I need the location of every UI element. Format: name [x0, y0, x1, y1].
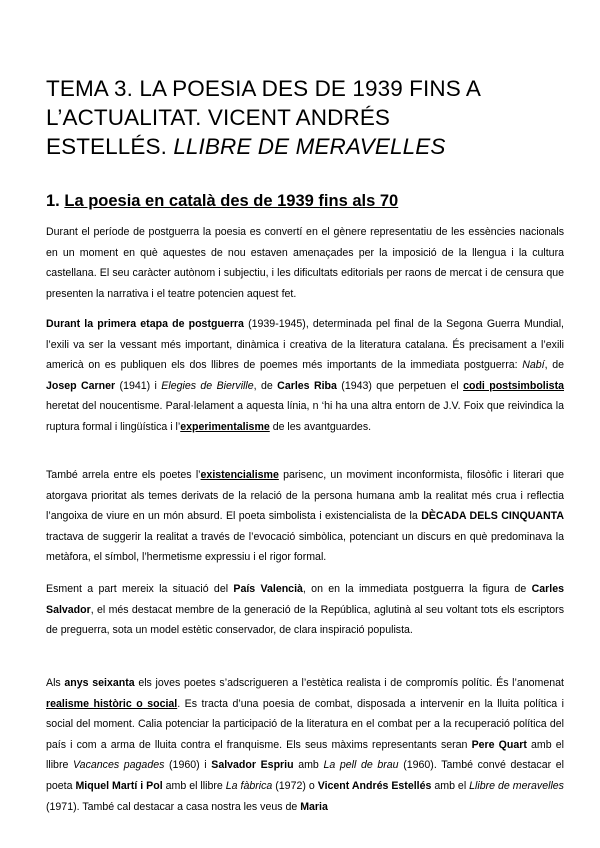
text-run: També arrela entre els poetes l’ [46, 469, 201, 481]
paragraph-text: Durant el període de postguerra la poesia es convertí en el gènere representatiu de les essències nacionals en un moment en què aquestes de nou estaven amenaçades per la imposició de la llengua i la cultura castellana. El seu caràcter autònom i subjectiu, i les dificultats editorials per raons de mercat i de censura que presenten la narrativa i el teatre potencien aquest fet. [46, 226, 564, 300]
text-run: amb el llibre [162, 779, 226, 792]
text-run: (1971). També cal destacar a casa nostra les veus de [46, 800, 301, 813]
underlined-term: codi postsimbolista [463, 379, 564, 392]
title-line-2: L’ACTUALITAT. VICENT ANDRÉS [46, 105, 391, 130]
bold-name: Salvador Espriu [211, 759, 294, 772]
bold-phrase: anys seixanta [64, 677, 135, 689]
text-run: tractava de suggerir la realitat a través de l’evocació simbòlica, potenciant un discurs en què predominava la metàfora, el símbol, l’hermetisme expressiu i el rigor formal. [46, 530, 564, 564]
text-run: , de [544, 359, 565, 372]
italic-title: Elegies de Bierville [161, 379, 254, 392]
text-run: amb [293, 759, 324, 772]
bold-name: Miquel Martí i Pol [75, 779, 163, 792]
text-run: . Es tracta d’una poesia de combat, disposada a intervenir en la lluita política i social del moment. Calia potenciar la participació de la literatura en el combat per a la recuperació política del país i com a arma de lluita contra el franquisme. Els seus màxims representants seran [46, 697, 564, 751]
text-run: amb el llibre [46, 738, 564, 772]
paragraph-first-stage [46, 314, 564, 438]
bold-phrase: País Valencià [233, 583, 303, 595]
bold-phrase: DÈCADA DELS CINQUANTA [421, 510, 564, 523]
bold-name: Maria [300, 800, 328, 813]
title-line-1: TEMA 3. LA POESIA DES DE 1939 FINS A [46, 76, 482, 101]
underlined-term: existencialisme [200, 469, 279, 481]
text-run: de les avantguardes. [269, 420, 372, 433]
paragraph-postwar [46, 222, 564, 304]
text-run: (1941) i [115, 379, 162, 392]
bold-name: Vicent Andrés Estellés [317, 779, 432, 792]
paragraph-pais-valencia [46, 579, 564, 641]
italic-title: La pell de brau [323, 759, 399, 772]
text-run: , de [253, 379, 278, 392]
bold-name: Josep Carner [46, 379, 116, 392]
text-run: (1960) i [164, 759, 212, 772]
bold-name: Carles Riba [277, 379, 337, 392]
italic-title: Nabí [522, 359, 545, 372]
italic-title: Llibre de meravelles [469, 779, 564, 792]
bold-name: Carles Salvador [46, 583, 564, 616]
text-run: , on en la immediata postguerra la figura de [302, 583, 532, 595]
text-run: (1943) que perpetuen el [336, 379, 464, 392]
title-line-3: ESTELLÉS. [46, 134, 174, 159]
title-book-name: LLIBRE DE MERAVELLES [173, 134, 446, 159]
paragraph-existentialism [46, 465, 564, 568]
text-run: (1972) o [272, 779, 318, 792]
section-title: La poesia en català des de 1939 fins als 70 [64, 192, 399, 210]
text-run: (1939-1945), determinada pel final de la Segona Guerra Mundial, l’exili va ser la vessant més important, dinàmica i creativa de la literatura catalana. És precisament a l’exili americà on es publiquen els dos llibres de poemes més importants de la immediata postguerra: [46, 318, 564, 372]
italic-title: La fàbrica [225, 779, 273, 792]
text-run: , el més destacat membre de la generació de la República, aglutinà al seu voltant tots els escriptors de preguerra, sota un model estètic conservador, de clara inspiració populista. [46, 603, 564, 637]
text-run: Als [46, 677, 65, 689]
bold-name: Pere Quart [471, 738, 527, 751]
paragraph-sixties [46, 673, 564, 817]
text-run: parisenc, un moviment inconformista, filosòfic i literari que atorgava prioritat als temes derivats de la relació de la persona humana amb la realitat més crua i reflectia l’angoixa de viure en un món absurd. El poeta simbolista i existencialista de la [46, 469, 564, 523]
underlined-term: realisme històric o social [46, 697, 178, 710]
bold-phrase: Durant la primera etapa de postguerra [46, 318, 244, 330]
section-heading [46, 190, 566, 212]
document-title [46, 74, 566, 161]
underlined-term: experimentalisme [180, 420, 270, 433]
section-number: 1. [46, 192, 65, 210]
text-run: (1960). També convé destacar el poeta [46, 759, 564, 792]
text-run: els joves poetes s’adscrigueren a l’estètica realista i de compromís polític. És l’anomenat [134, 677, 564, 689]
text-run: Esment a part mereix la situació del [46, 583, 234, 595]
italic-title: Vacances pagades [73, 759, 165, 772]
text-run: amb el [431, 779, 470, 792]
text-run: heretat del noucentisme. Paral·lelament a aquesta línia, n ‘hi ha una altra entorn de J.V. Foix que reivindica la ruptura formal i lingüística i l’ [46, 400, 564, 433]
